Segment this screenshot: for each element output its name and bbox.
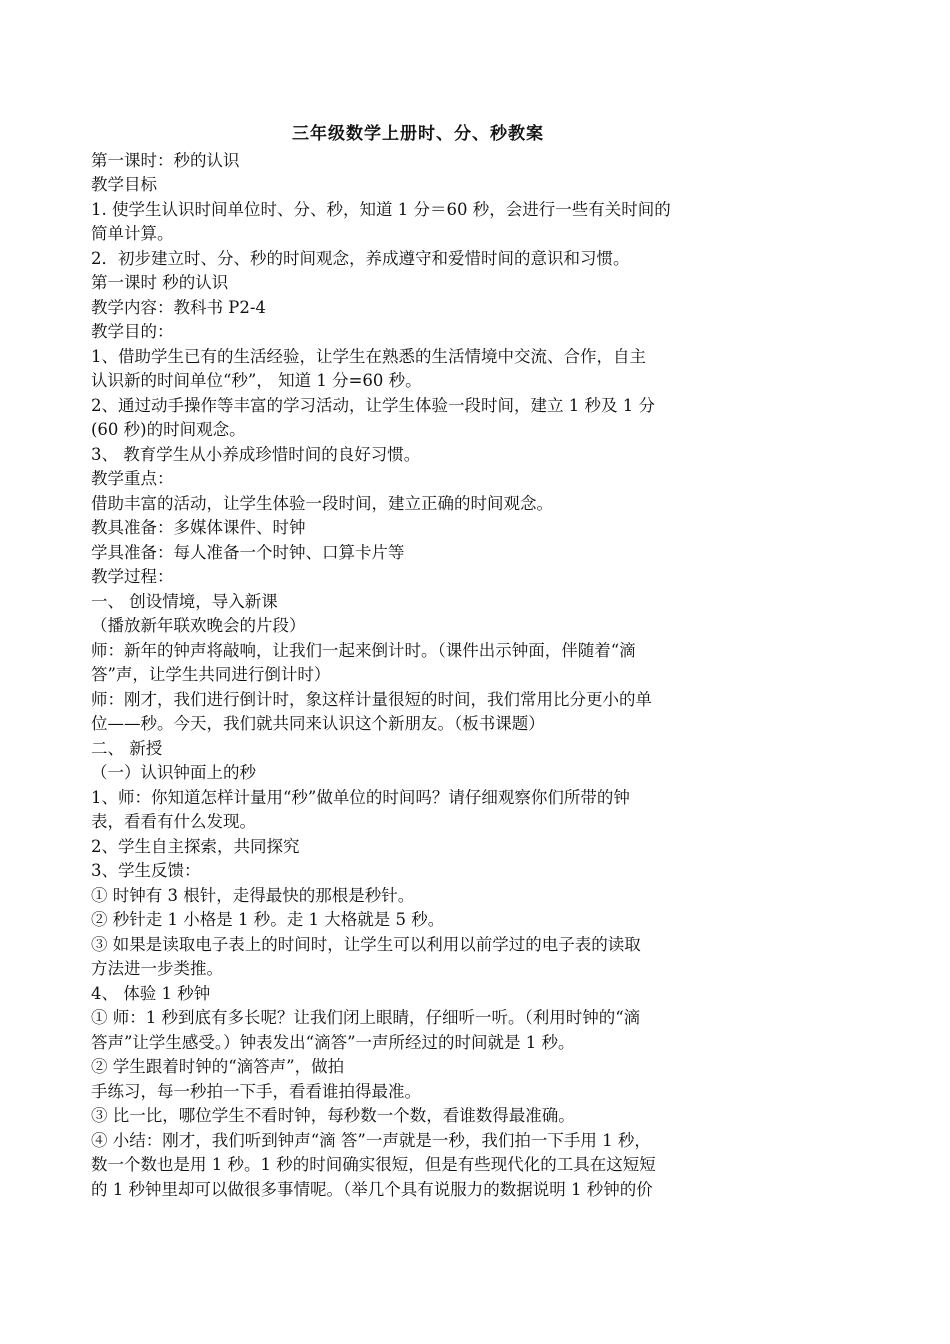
text-line: 1、师：你知道怎样计量用“秒”做单位的时间吗？请仔细观察你们所带的钟 [91, 787, 630, 807]
text-line: 2、通过动手操作等丰富的学习活动，让学生体验一段时间，建立 1 秒及 1 分 [91, 395, 655, 415]
text-line: 方法进一步类推。 [91, 959, 223, 978]
text-line: 师：刚才，我们进行倒计时，象这样计量很短的时间，我们常用比分更小的单 [91, 689, 652, 709]
document-body [91, 122, 731, 1202]
text-line: 借助丰富的活动，让学生体验一段时间，建立正确的时间观念。 [91, 493, 553, 513]
text-line: 1. 使学生认识时间单位时、分、秒，知道 1 分＝60 秒，会进行一些有关时间的 [91, 199, 671, 219]
text-line: 第一课时 秒的认识 [91, 273, 229, 292]
text-line: ② 学生跟着时钟的“滴答声”，做拍 [91, 1057, 345, 1076]
text-line: （一）认识钟面上的秒 [91, 763, 256, 782]
text-line: 的 1 秒钟里却可以做很多事情呢。（举几个具有说服力的数据说明 1 秒钟的价 [91, 1179, 653, 1199]
text-line: 简单计算。 [91, 224, 174, 243]
text-line: ③ 比一比，哪位学生不看时钟，每秒数一个数，看谁数得最准确。 [91, 1106, 575, 1125]
text-line: 第一课时：秒的认识 [91, 150, 240, 170]
text-line: 教学内容：教科书 P2-4 [91, 297, 266, 317]
text-line: 2、学生自主探索，共同探究 [91, 836, 300, 856]
document-lines [91, 149, 731, 1203]
text-line: 3、 教育学生从小养成珍惜时间的良好习惯。 [91, 444, 421, 464]
text-line: 3、学生反馈： [91, 861, 201, 880]
text-line: 2．初步建立时、分、秒的时间观念，养成遵守和爱惜时间的意识和习惯。 [91, 248, 630, 268]
text-line: 师：新年的钟声将敲响，让我们一起来倒计时。（课件出示钟面，伴随着“滴 [91, 640, 636, 660]
text-line: 教学重点： [91, 469, 174, 488]
text-line: （播放新年联欢晚会的片段） [91, 616, 306, 635]
text-line: ② 秒针走 1 小格是 1 秒。走 1 大格就是 5 秒。 [91, 910, 445, 929]
document-title: 三年级数学上册时、分、秒教案 [292, 124, 544, 144]
text-line: ① 时钟有 3 根针，走得最快的那根是秒针。 [91, 885, 415, 905]
text-line: ① 师：1 秒到底有多长呢？让我们闭上眼睛，仔细听一听。（利用时钟的“滴 [91, 1008, 641, 1027]
text-line: 位——秒。今天，我们就共同来认识这个新朋友。（板书课题） [91, 714, 545, 733]
text-line: 二、 新授 [91, 738, 163, 758]
text-line: 数一个数也是用 1 秒。1 秒的时间确实很短，但是有些现代化的工具在这短短 [91, 1155, 656, 1174]
text-line: 教学目标 [91, 175, 157, 194]
text-line: 表，看看有什么发现。 [91, 812, 256, 831]
text-line: 教学过程： [91, 567, 174, 586]
text-line: 教学目的： [91, 322, 174, 341]
text-line: 认识新的时间单位“秒”， 知道 1 分=60 秒。 [91, 371, 422, 390]
text-line: ③ 如果是读取电子表上的时间时，让学生可以利用以前学过的电子表的读取 [91, 934, 641, 954]
text-line: 一、 创设情境，导入新课 [91, 591, 278, 611]
text-line: 手练习，每一秒拍一下手，看看谁拍得最准。 [91, 1081, 421, 1101]
text-line: 答”声，让学生共同进行倒计时） [91, 665, 331, 684]
text-line: 4、 体验 1 秒钟 [91, 983, 211, 1003]
text-line: 教具准备：多媒体课件、时钟 [91, 518, 306, 537]
text-line: 1、借助学生已有的生活经验，让学生在熟悉的生活情境中交流、合作，自主 [91, 346, 646, 366]
text-line: 学具准备：每人准备一个时钟、口算卡片等 [91, 542, 405, 562]
text-line: (60 秒)的时间观念。 [91, 420, 246, 439]
text-line: ④ 小结：刚才，我们听到钟声“滴 答”一声就是一秒，我们拍一下手用 1 秒， [91, 1130, 651, 1150]
text-line: 答声”让学生感受。）钟表发出“滴答”一声所经过的时间就是 1 秒。 [91, 1032, 575, 1052]
